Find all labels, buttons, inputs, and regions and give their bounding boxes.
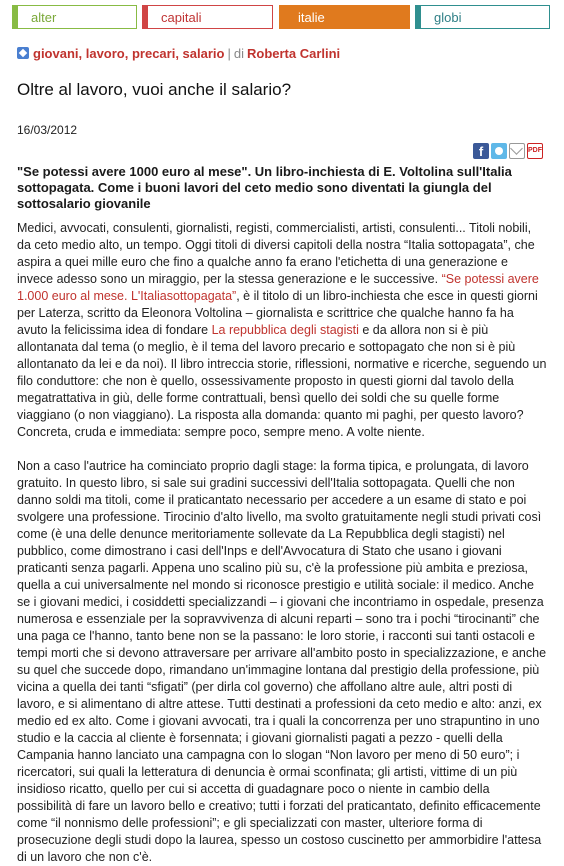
tab-alter[interactable]: alter <box>12 5 137 29</box>
pdf-icon[interactable]: PDF <box>527 143 543 159</box>
paragraph-1-text-a: Medici, avvocati, consulenti, giornalisti, registi, commercialisti, artisti, consulenti... Titoli nobili, da ceto medio alto, un tempo. Oggi titoli di diversi capitoli della nostra “Italia sottopagata”, che aspira a quei mille euro che fino a qualche anno fa erano l'etichetta di una generazione e invece adesso sono un miraggio, per la stessa generazione e le successive. <box>17 221 535 286</box>
article-paragraph-1 <box>17 220 547 441</box>
author-prefix: di <box>233 46 244 61</box>
article-paragraph-2: Non a caso l'autrice ha cominciato proprio dagli stage: la forma tipica, e prolungata, di lavoro gratuito. In questo libro, si sale sui gradini successivi dell'Italia sottopagata. Quelli che non danno soldi ma titoli, come il praticantato necessario per accedere a un esame di stato e poi svolgere una professione. Tirocinio d'alto livello, ma svolto gratuitamente negli studi privati così come (è una delle denunce meritoriamente sollevate da La Repubblica degli stagisti) nel pubblico, come dimostrano i casi dell'Inps e dell'Avvocatura di Stato che usano i giovani praticanti senza pagarli. Appena uno scalino più su, c'è la professione più ambita e preziosa, quella a cui universalmente nel mondo si riconosce prestigio e utilità sociale: il medico. Anche se i giovani medici, i cosiddetti specializzandi – i giovani che incontriamo in ospedale, presenza numerosa e essenziale per la sopravvivenza di alcuni reparti – sono tra i pochi “tirocinanti” che una paga ce l'hanno, tanto bene non se la passano: le loro storie, i racconti sui tanti ostacoli e tempi morti che si devono attraversare per arrivare all'ambito posto in specializzazione, e anche su quel che succede dopo, rimandano un'immagine lontana dal prestigio della professione, più vicina a quella dei tanti “sfigati” (per dirla col governo) che affollano altre aule, altri posti di lavoro, e si alimentano di altre attese. Tutti destinati a professioni da ceto medio e alto: anzi, ex medio ed ex alto. Come i giovani avvocati, tra i quali la concorrenza per uno strapuntino in uno studio e la caccia al cliente è forsennata; i giovani giornalisti pagati a pezzo - quelli della Campania hanno lanciato una campagna con lo slogan “Non lavoro per meno di 50 euro”; i ricercatori, sui quali la letteratura di denuncia è ormai sconfinata; gli artisti, vittime di un più insidioso ricatto, quello per cui si accetta di guadagnare poco o niente in cambio della possibilità di fare un lavoro bello e creativo; tutti i forzati del praticantato, definito efficacemente come “il nonnismo delle professioni”; e gli specializzati con master, ulteriore forma di prosecuzione degli studi dopo la laurea, spesso un costoso cuscinetto per ammorbidire l'attesa di un lavoro che non c'è. <box>17 459 547 864</box>
paragraph-1-text-c: e da allora non si è più allontanata dal tema (o meglio, è il tema del lavoro precario e sottopagato che non si è più allontanato da lei e da noi). Il libro intreccia storie, riflessioni, normative e ricerche, seguendo un filo conduttore: che non è quello, ossessivamente proposto in questi giorni dal tavolo della megatrattativa in giù, delle forme contrattuali, bensì quello dei soldi che su quelle forme viaggiano (o non viaggiano). La risposta alla domanda: quanto mi paghi, per questo lavoro? Concreta, cruda e immediata: sempre poco, sempre meno. A volte niente. <box>17 323 547 439</box>
facebook-icon[interactable]: f <box>473 143 489 159</box>
share-toolbar <box>473 143 545 161</box>
article-tagline <box>17 46 340 61</box>
repubblica-stagisti-link[interactable]: La repubblica degli stagisti <box>211 323 359 337</box>
article-lead: "Se potessi avere 1000 euro al mese". Un libro-inchiesta di E. Voltolina sull'Italia sottopagata. Come i buoni lavori del ceto medio sono diventati la giungla del sottosalario giovanile <box>17 164 512 211</box>
author-link[interactable]: Roberta Carlini <box>246 46 341 61</box>
tab-capitali[interactable]: capitali <box>142 5 273 29</box>
tab-globi[interactable]: globi <box>415 5 550 29</box>
tag-icon <box>17 47 29 59</box>
article-title: Oltre al lavoro, vuoi anche il salario? <box>17 80 292 99</box>
section-tabs <box>12 5 552 31</box>
article-date: 16/03/2012 <box>17 123 78 137</box>
paragraph-1-text-b: , è il titolo di un libro-inchiesta che esce in questi giorni per Laterza, scritto da Eleonora Voltolina – giornalista e scrittrice che qualche hanno fa ha avuto la felicissima idea di fondare <box>17 289 538 337</box>
tags-link[interactable]: giovani, lavoro, precari, salario <box>33 46 225 61</box>
tab-italie[interactable]: italie <box>279 5 410 29</box>
twitter-icon[interactable] <box>491 143 507 159</box>
tagline-separator: | <box>227 46 231 61</box>
book-title-link[interactable]: “Se potessi avere 1.000 euro al mese. L'Italiasottopagata” <box>17 272 539 303</box>
email-icon[interactable] <box>509 143 525 159</box>
